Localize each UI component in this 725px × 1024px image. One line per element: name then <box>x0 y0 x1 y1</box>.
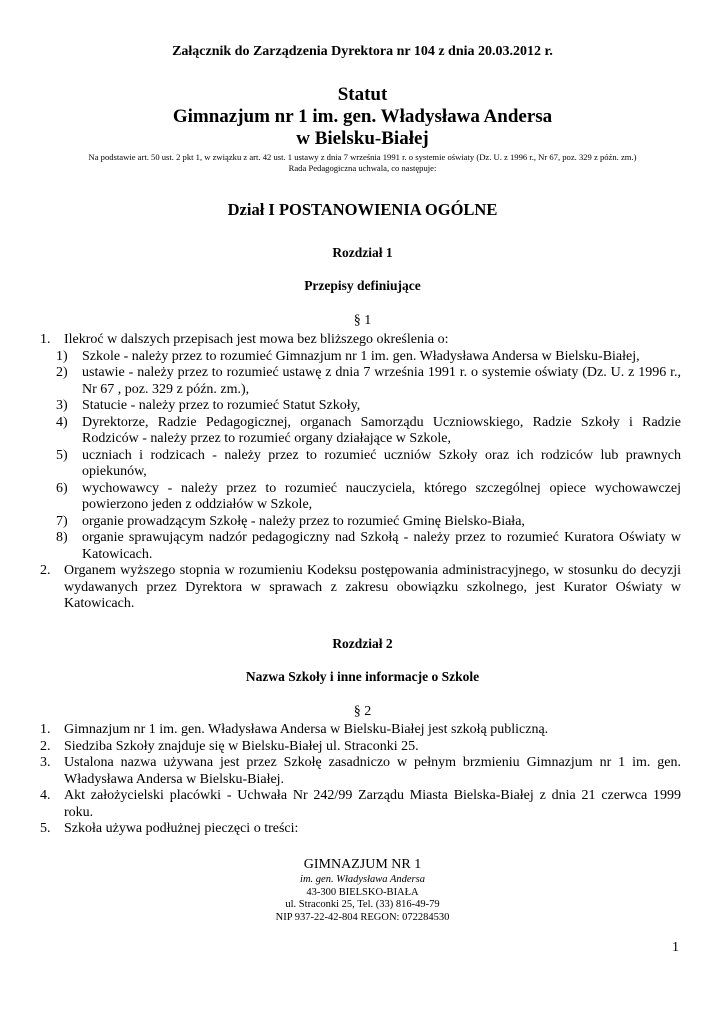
chapter-1-list <box>40 332 681 613</box>
sub-list-item <box>56 398 681 415</box>
subitem-text: wychowawcy - należy przez to rozumieć nauczyciela, którego szczególnej opiece wychowawczej powierzono jeden z oddziałów w Szkole, <box>82 480 681 512</box>
stamp-line: im. gen. Władysława Andersa <box>300 874 425 885</box>
stamp-line: GIMNAZJUM NR 1 <box>303 857 422 872</box>
item-text: Ustalona nazwa używana jest przez Szkołę zasadniczo w pełnym brzmieniu Gimnazjum nr 1 im. gen. Władysława Andersa w Bielsku-Białej. <box>64 755 681 787</box>
sub-list-item <box>56 448 681 481</box>
annex-header: Załącznik do Zarządzenia Dyrektora nr 104 z dnia 20.03.2012 r. <box>172 44 553 59</box>
paragraph-1-sign: § 1 <box>353 313 372 328</box>
subitem-text: Statucie - należy przez to rozumieć Statut Szkoły, <box>82 398 361 413</box>
subitem-text: ustawie - należy przez to rozumieć ustawę z dnia 7 września 1991 r. o systemie oświaty (Dz. U. z 1996 r., Nr 67 , poz. 329 z późn. zm.), <box>82 365 681 397</box>
chapter-1-heading: Rozdział 1 <box>332 245 393 260</box>
legal-basis <box>40 152 685 174</box>
subitem-text: uczniach i rodzicach - należy przez to rozumieć uczniów Szkoły oraz ich rodziców lub prawnych opiekunów, <box>82 447 681 479</box>
subitem-number: 8) <box>56 530 68 545</box>
page-number: 1 <box>672 940 679 955</box>
stamp-line: NIP 937-22-42-804 REGON: 072284530 <box>275 911 450 923</box>
chapter-2-subheading: Nazwa Szkoły i inne informacje o Szkole <box>245 669 480 684</box>
item-text: Ilekroć w dalszych przepisach jest mowa bez bliższego określenia o: <box>64 332 449 347</box>
subitem-text: Szkole - należy przez to rozumieć Gimnazjum nr 1 im. gen. Władysława Andersa w Bielsku-Białej, <box>82 348 640 364</box>
item-text: Gimnazjum nr 1 im. gen. Władysława Andersa w Bielsku-Białej jest szkołą publiczną. <box>64 722 549 737</box>
item-number: 1. <box>40 332 51 347</box>
sub-list-item <box>56 365 681 398</box>
item-text: Organem wyższego stopnia w rozumieniu Kodeksu postępowania administracyjnego, w stosunku do decyzji wydawanych przez Dyrektora w sprawach z zakresu obowiązku szkolnego, jest Kurator Oświaty w Katowicach. <box>64 563 681 611</box>
list-item <box>40 788 681 821</box>
subitem-number: 7) <box>56 513 68 529</box>
item-number: 2. <box>40 563 51 578</box>
stamp-line: ul. Straconki 25, Tel. (33) 816-49-79 <box>285 899 440 910</box>
item-text: Szkoła używa podłużnej pieczęci o treści: <box>64 821 299 836</box>
item-text: Siedziba Szkoły znajduje się w Bielsku-Białej ul. Straconki 25. <box>64 738 419 754</box>
item-number: 4. <box>40 788 51 803</box>
subitem-number: 1) <box>56 348 68 364</box>
subitem-text: Dyrektorze, Radzie Pedagogicznej, organach Samorządu Uczniowskiego, Radzie Szkoły i Radzie Rodziców - należy przez to rozumieć organy działające w Szkole, <box>82 414 681 446</box>
sub-list-item <box>56 349 681 366</box>
legal-basis-line: Na podstawie art. 50 ust. 2 pkt 1, w związku z art. 42 ust. 1 ustawy z dnia 7 września 1991 r. o systemie oświaty (Dz. U. z 1996 r., Nr 67, poz. 329 z późn. zm.) <box>88 152 637 162</box>
list-item <box>40 332 681 349</box>
subitem-number: 6) <box>56 480 68 496</box>
subitem-text: organie prowadzącym Szkołę - należy przez to rozumieć Gminę Bielsko-Biała, <box>82 513 525 529</box>
stamp-line: 43-300 BIELSKO-BIAŁA <box>306 886 419 898</box>
sub-list-item <box>56 530 681 563</box>
title-line: Gimnazjum nr 1 im. gen. Władysława Andersa <box>172 106 553 127</box>
sub-list-item <box>56 481 681 514</box>
paragraph-2-sign: § 2 <box>353 704 372 719</box>
sub-list-item <box>56 415 681 448</box>
item-text: Akt założycielski placówki - Uchwała Nr 242/99 Zarządu Miasta Bielska-Białej z dnia 21 czerwca 1999 roku. <box>64 788 681 820</box>
subitem-number: 5) <box>56 447 68 463</box>
legal-basis-line: Rada Pedagogiczna uchwala, co następuje: <box>288 163 437 173</box>
subitem-number: 2) <box>56 365 68 380</box>
title-line: w Bielsku-Białej <box>296 128 429 149</box>
section-title: Dział I POSTANOWIENIA OGÓLNE <box>227 200 498 219</box>
item-number: 2. <box>40 738 51 754</box>
sub-list-item <box>56 514 681 531</box>
chapter-2-heading: Rozdział 2 <box>332 636 393 651</box>
statute-title <box>0 84 725 150</box>
item-number: 1. <box>40 722 51 737</box>
title-line: Statut <box>337 84 388 105</box>
list-item <box>40 739 681 756</box>
school-stamp <box>0 856 725 924</box>
chapter-2-list <box>40 722 681 838</box>
chapter-1-subheading: Przepisy definiujące <box>304 278 421 293</box>
subitem-text: organie sprawującym nadzór pedagogiczny nad Szkołą - należy przez to rozumieć Kuratora Oświaty w Katowicach. <box>82 530 681 562</box>
subitem-number: 4) <box>56 414 68 430</box>
item-number: 3. <box>40 755 51 770</box>
list-item <box>40 563 681 613</box>
list-item <box>40 722 681 739</box>
list-item <box>40 755 681 788</box>
subitem-number: 3) <box>56 398 68 413</box>
item-number: 5. <box>40 821 51 836</box>
list-item <box>40 821 681 838</box>
